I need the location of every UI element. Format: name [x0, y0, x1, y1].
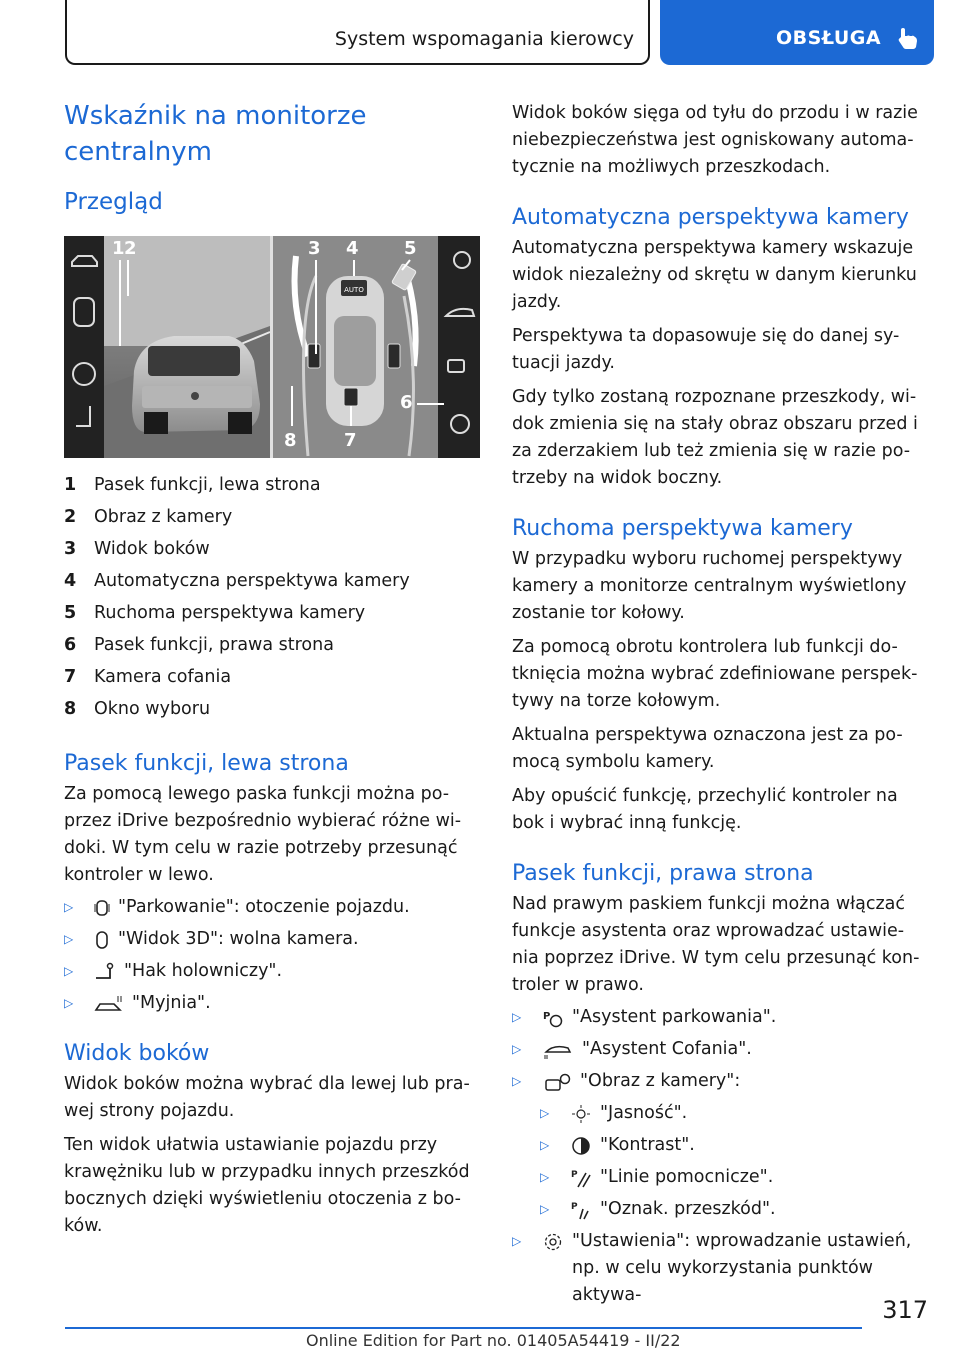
left-column: [64, 98, 484, 1240]
list-item: ▷ "Jasność".: [540, 1100, 932, 1127]
paragraph: W przypadku wyboru ruchomej perspektywy kamery a monitorze centralnym wyświetlony zostanie tor kołowy.: [512, 549, 907, 623]
right-column: [512, 100, 932, 1309]
svg-text:P: P: [543, 1010, 551, 1022]
section-heading-auto-perspective: Automatyczna perspektywa kamery: [512, 205, 909, 230]
list-item: ▷ "Obraz z kamery":: [512, 1068, 932, 1095]
section-heading-right-bar: Pasek funkcji, prawa strona: [512, 861, 814, 886]
legend-item: 2 Obraz z kamery: [64, 507, 233, 527]
callout-5: 5: [404, 238, 417, 259]
gear-icon: [542, 1228, 564, 1255]
car-wash-icon: [94, 990, 124, 1017]
header-chapter-box: [65, 0, 650, 65]
callout-6: 6: [400, 392, 413, 413]
svg-text:P: P: [571, 1201, 578, 1212]
legend-item: 8 Okno wyboru: [64, 699, 211, 719]
paragraph: Aktualna perspektywa oznaczona jest za po- mocą symbolu kamery.: [512, 725, 903, 772]
page-heading: Wskaźnik na monitorze centralnym: [64, 101, 367, 167]
callout-2: 2: [124, 238, 137, 259]
paragraph: Ten widok ułatwia ustawianie pojazdu przy krawężniku lub w przypadku innych przeszkód bocznych dzięki wyświetleniu otoczenia z bo- ków.: [64, 1135, 470, 1236]
list-item: ▷ "Myjnia".: [64, 990, 484, 1017]
legend-item: 3 Widok boków: [64, 539, 210, 559]
tow-hook-icon: [94, 958, 116, 985]
callout-4: 4: [346, 238, 359, 259]
camera-settings-icon: [542, 1068, 572, 1095]
bullet-list: [512, 1004, 932, 1309]
callout-1: 1: [112, 238, 125, 259]
figure-legend: [64, 469, 484, 725]
list-item: ▷ P "Asystent parkowania".: [512, 1004, 932, 1031]
list-item: ▷ P "Linie pomocnicze".: [540, 1164, 932, 1191]
section-title: OBSŁUGA: [776, 27, 882, 49]
overview-heading: Przegląd: [64, 189, 163, 215]
legend-item: 1 Pasek funkcji, lewa strona: [64, 475, 321, 495]
legend-item: 7 Kamera cofania: [64, 667, 232, 687]
callout-7: 7: [344, 430, 357, 451]
edition-text: Online Edition for Part no. 01405A54419 - II/22: [306, 1331, 681, 1350]
bullet-list: [64, 894, 484, 1017]
bullet-triangle-icon: ▷: [512, 1042, 522, 1056]
list-item: ▷ "Hak holowniczy".: [64, 958, 484, 985]
paragraph: Aby opuścić funkcję, przechylić kontroler na bok i wybrać inną funkcję.: [512, 786, 898, 833]
bullet-triangle-icon: ▷: [512, 1074, 522, 1088]
bullet-triangle-icon: ▷: [64, 996, 74, 1010]
bullet-triangle-icon: ▷: [540, 1138, 550, 1152]
paragraph: Widok boków można wybrać dla lewej lub pra- wej strony pojazdu.: [64, 1074, 470, 1121]
paragraph: Nad prawym paskiem funkcji można włączać funkcje asystenta oraz wprowadzać ustawie- nia poprzez iDrive. W tym celu przesunąć kon- troler w prawo.: [512, 894, 920, 995]
auto-badge: AUTO: [344, 286, 364, 294]
view-3d-icon: [94, 926, 110, 953]
parking-icon: [94, 894, 110, 921]
bullet-triangle-icon: ▷: [64, 964, 74, 978]
guide-lines-icon: [570, 1164, 592, 1191]
reverse-assist-icon: [542, 1036, 574, 1063]
section-heading-side-view: Widok boków: [64, 1041, 210, 1066]
paragraph: Automatyczna perspektywa kamery wskazuje widok niezależny od skrętu w danym kierunku jazdy.: [512, 238, 917, 312]
legend-item: 6 Pasek funkcji, prawa strona: [64, 635, 334, 655]
section-heading-moving-perspective: Ruchoma perspektywa kamery: [512, 516, 853, 541]
callout-8: 8: [284, 430, 297, 451]
paragraph: Za pomocą lewego paska funkcji można po- przez iDrive bezpośrednio wybierać różne wi- doki. W tym celu w razie potrzeby przesunąć kontroler w lewo.: [64, 784, 462, 885]
bullet-triangle-icon: ▷: [540, 1170, 550, 1184]
paragraph: Za pomocą obrotu kontrolera lub funkcji do- tknięcia można wybrać zdefiniowane perspek- tywy na torze kołowym.: [512, 637, 918, 711]
bullet-triangle-icon: ▷: [540, 1202, 550, 1216]
callout-3: 3: [308, 238, 321, 259]
header-section-tab: [660, 0, 934, 65]
camera-display-illustration: [64, 236, 480, 458]
brightness-icon: [570, 1100, 592, 1127]
list-item: ▷ "Widok 3D": wolna kamera.: [64, 926, 484, 953]
hand-pointer-icon: [896, 25, 920, 51]
legend-item: 4 Automatyczna perspektywa kamery: [64, 571, 410, 591]
bullet-triangle-icon: ▷: [64, 900, 74, 914]
page-number: 317: [882, 1296, 928, 1324]
legend-item: 5 Ruchoma perspektywa kamery: [64, 603, 366, 623]
list-item: ▷ "Asystent Cofania".: [512, 1036, 932, 1063]
footer-divider: [65, 1327, 862, 1329]
chapter-title: System wspomagania kierowcy: [334, 28, 634, 50]
list-item: ▷ "Parkowanie": otoczenie pojazdu.: [64, 894, 484, 921]
park-assist-icon: [542, 1004, 564, 1031]
svg-text:P: P: [571, 1169, 578, 1180]
section-heading-left-bar: Pasek funkcji, lewa strona: [64, 751, 349, 776]
contrast-icon: [570, 1132, 592, 1159]
list-item: ▷ "Kontrast".: [540, 1132, 932, 1159]
obstacle-marking-icon: [570, 1196, 592, 1223]
list-item: ▷ P "Oznak. przeszkód".: [540, 1196, 932, 1223]
bullet-triangle-icon: ▷: [64, 932, 74, 946]
list-item: ▷ "Ustawienia": wprowadzanie ustawień, np. w celu wykorzystania punktów aktywa-: [512, 1228, 932, 1309]
bullet-triangle-icon: ▷: [540, 1106, 550, 1120]
paragraph: Gdy tylko zostaną rozpoznane przeszkody, wi- dok zmienia się na stały obraz obszaru przed i za zderzakiem lub też zmienia się w razie po- trzeby na widok boczny.: [512, 387, 918, 488]
paragraph: Widok boków sięga od tyłu do przodu i w razie niebezpieczeństwa jest ogniskowany automa- tycznie na możliwych przeszkodach.: [512, 103, 918, 177]
bullet-triangle-icon: ▷: [512, 1234, 522, 1248]
camera-display-figure: [64, 236, 480, 458]
bullet-triangle-icon: ▷: [512, 1010, 522, 1024]
paragraph: Perspektywa ta dopasowuje się do danej sy- tuacji jazdy.: [512, 326, 900, 373]
